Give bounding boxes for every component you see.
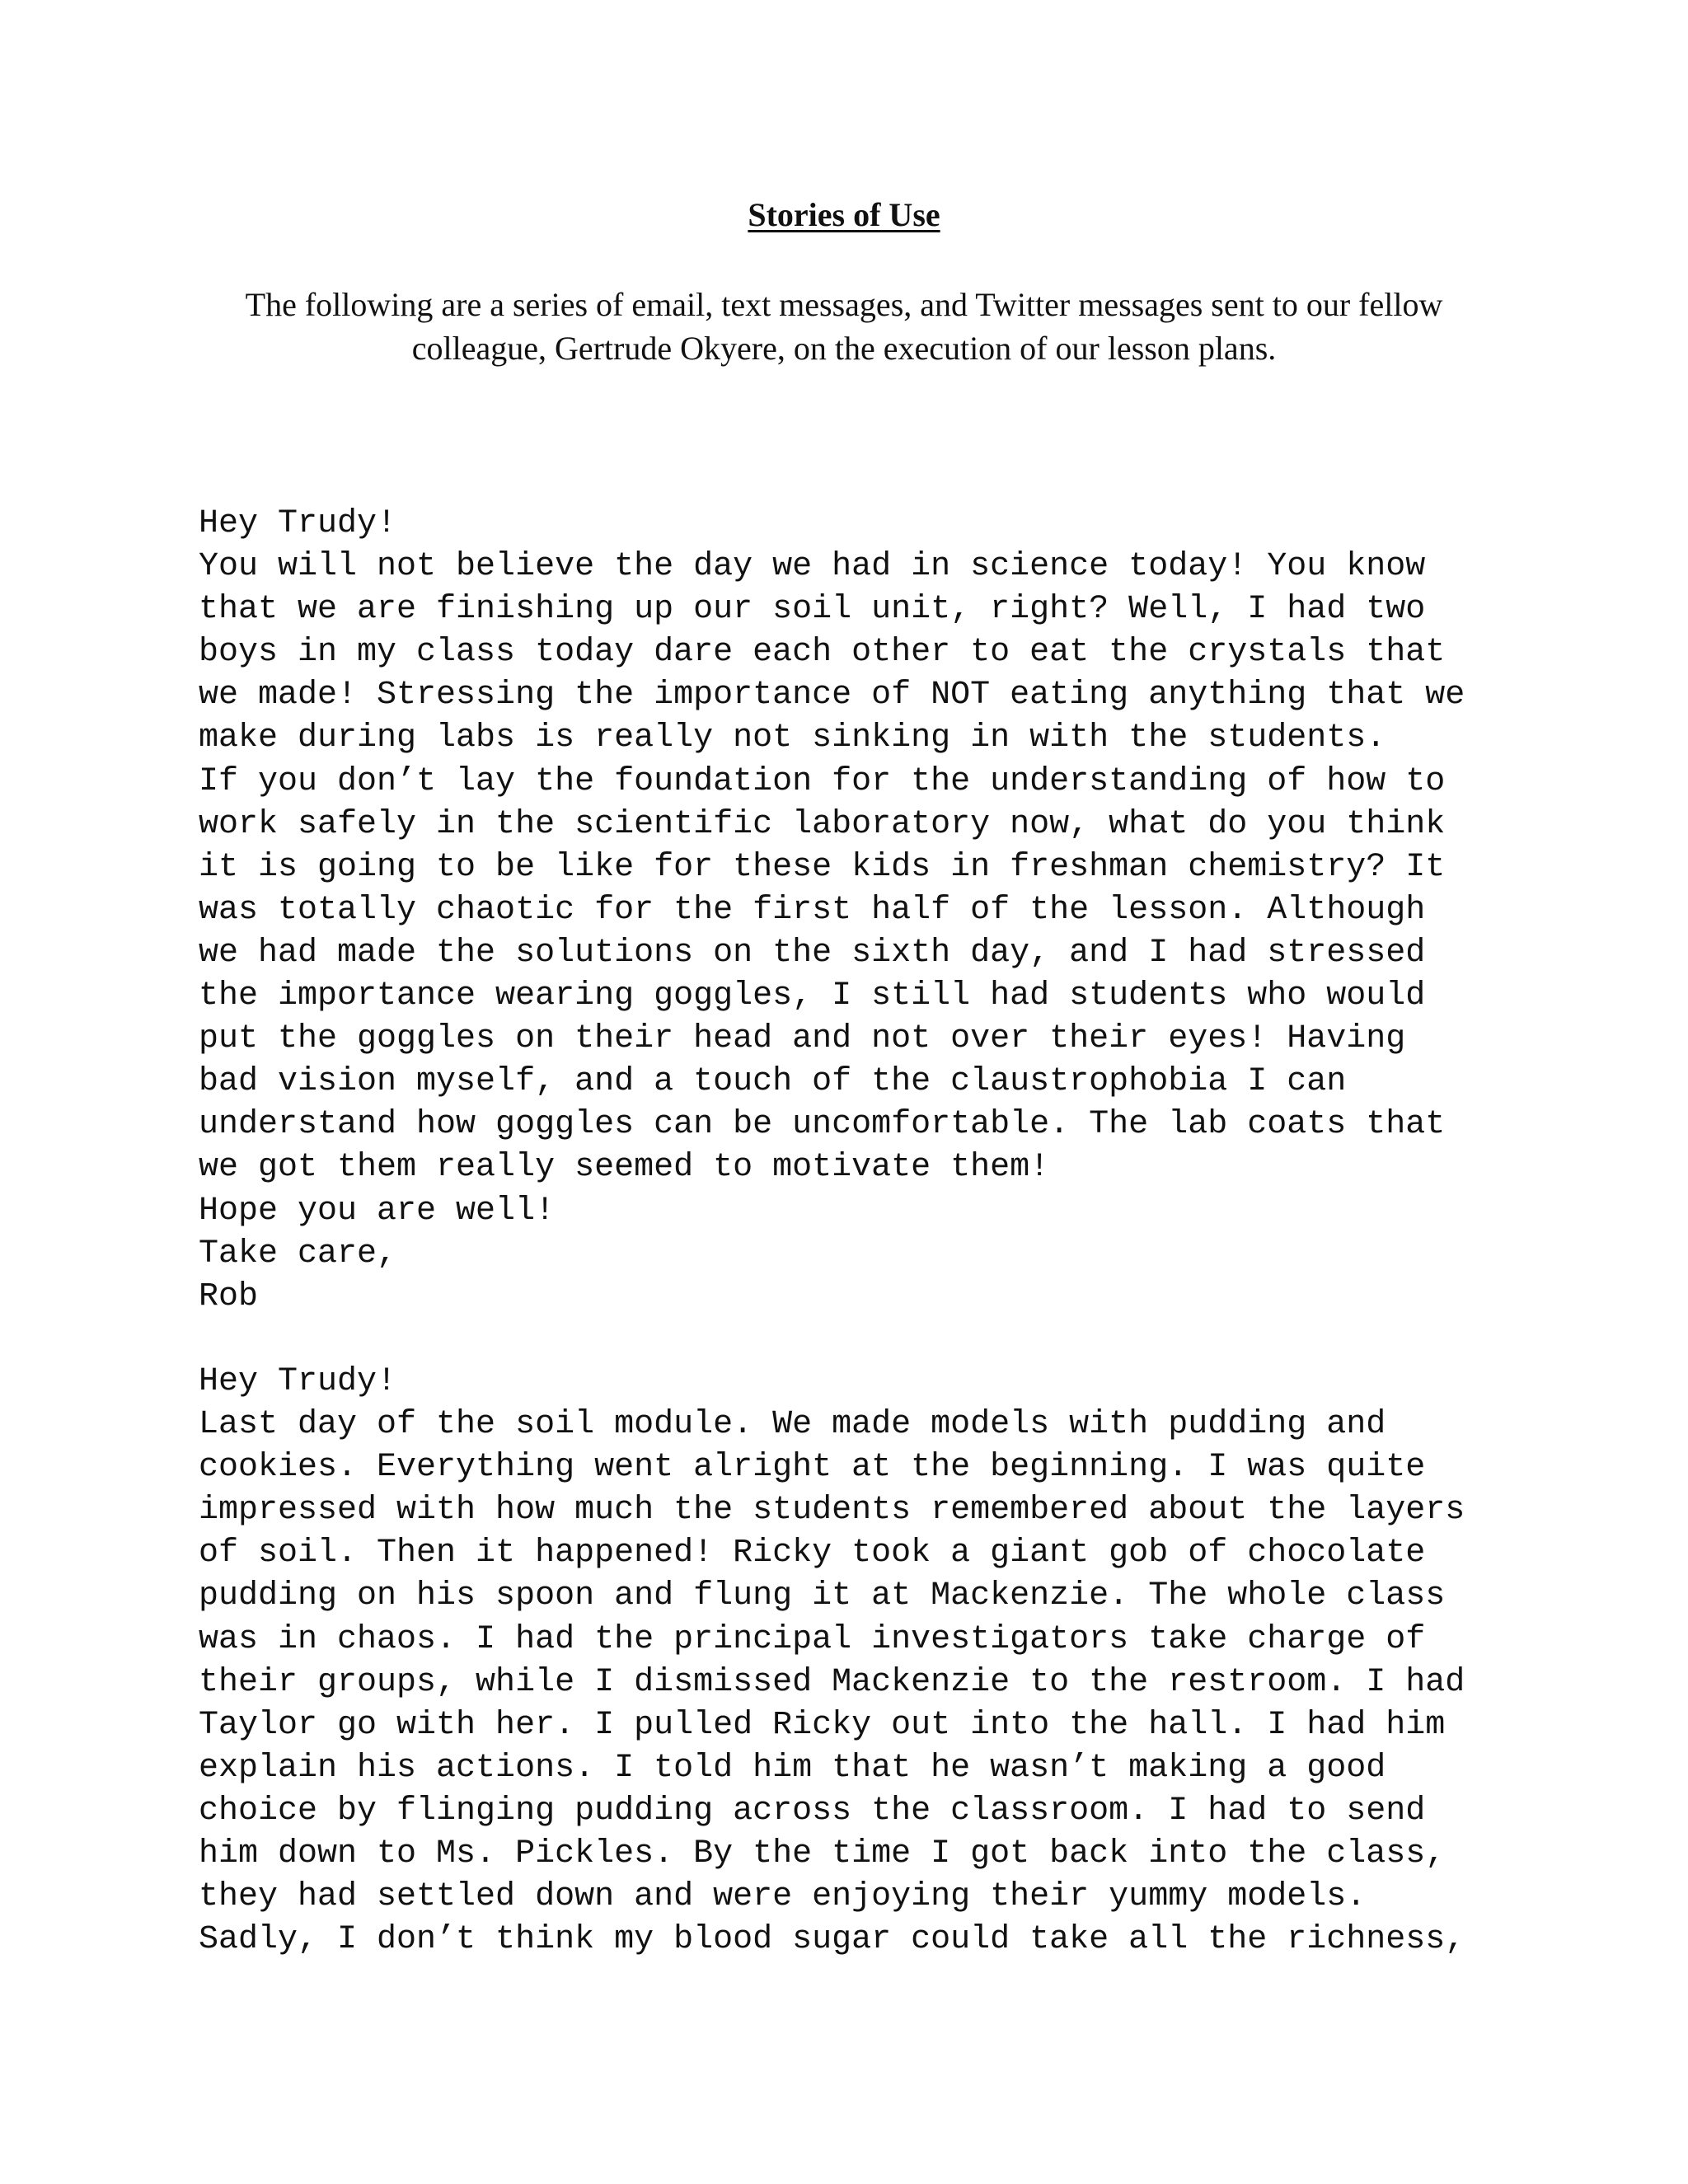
message-line: You will not believe the day we had in science today! You know <box>199 548 1426 586</box>
message-line: him down to Ms. Pickles. By the time I got back into the class, <box>199 1835 1446 1873</box>
message-line: Hey Trudy! <box>199 1363 397 1400</box>
message-line: they had settled down and were enjoying their yummy models. <box>199 1878 1367 1916</box>
message-line: it is going to be like for these kids in freshman chemistry? It <box>199 848 1446 886</box>
message-line: Taylor go with her. I pulled Ricky out into the hall. I had him <box>199 1706 1446 1744</box>
message-line: we got them really seemed to motivate them! <box>199 1149 1050 1187</box>
message-signature: Rob <box>199 1277 259 1315</box>
message-line: bad vision myself, and a touch of the claustrophobia I can <box>199 1063 1347 1101</box>
message-line: Hey Trudy! <box>199 505 397 542</box>
message-line: Hope you are well! <box>199 1192 556 1230</box>
message-line: the importance wearing goggles, I still had students who would <box>199 977 1426 1015</box>
intro-paragraph <box>165 283 1523 370</box>
message-line: impressed with how much the students remembered about the layers <box>199 1492 1465 1530</box>
message-line: of soil. Then it happened! Ricky took a giant gob of chocolate <box>199 1535 1426 1572</box>
page-title: Stories of Use <box>748 196 940 233</box>
message-line: was totally chaotic for the first half of the lesson. Although <box>199 891 1426 929</box>
message-line: we made! Stressing the importance of NOT eating anything that we <box>199 677 1465 715</box>
message-line: work safely in the scientific laboratory now, what do you think <box>199 805 1446 843</box>
message-line: put the goggles on their head and not over their eyes! Having <box>199 1020 1406 1058</box>
intro-line: colleague, Gertrude Okyere, on the execution of our lesson plans. <box>411 330 1277 367</box>
message-line: choice by flinging pudding across the classroom. I had to send <box>199 1792 1426 1830</box>
message-line: that we are finishing up our soil unit, right? Well, I had two <box>199 591 1426 629</box>
message-line: pudding on his spoon and flung it at Mackenzie. The whole class <box>199 1577 1446 1615</box>
message-line: Take care, <box>199 1235 397 1272</box>
message-line: explain his actions. I told him that he wasn’t making a good <box>199 1749 1386 1787</box>
message-line: boys in my class today dare each other to eat the crystals that <box>199 634 1446 672</box>
message-line: cookies. Everything went alright at the beginning. I was quite <box>199 1449 1426 1487</box>
message-line: understand how goggles can be uncomfortable. The lab coats that <box>199 1106 1446 1144</box>
intro-line: The following are a series of email, text messages, and Twitter messages sent to our fellow <box>245 286 1443 323</box>
message-line: Last day of the soil module. We made models with pudding and <box>199 1406 1386 1444</box>
message-line: Sadly, I don’t think my blood sugar could take all the richness, <box>199 1921 1465 1959</box>
message-line: make during labs is really not sinking in with the students. <box>199 719 1386 757</box>
message-pudding-models <box>199 1361 1567 1961</box>
message-rob-crystals <box>199 503 1567 1319</box>
message-line: If you don’t lay the foundation for the understanding of how to <box>199 762 1446 800</box>
message-line: their groups, while I dismissed Mackenzie to the restroom. I had <box>199 1663 1465 1701</box>
message-line: was in chaos. I had the principal investigators take charge of <box>199 1620 1426 1658</box>
message-line: we had made the solutions on the sixth day, and I had stressed <box>199 934 1426 972</box>
